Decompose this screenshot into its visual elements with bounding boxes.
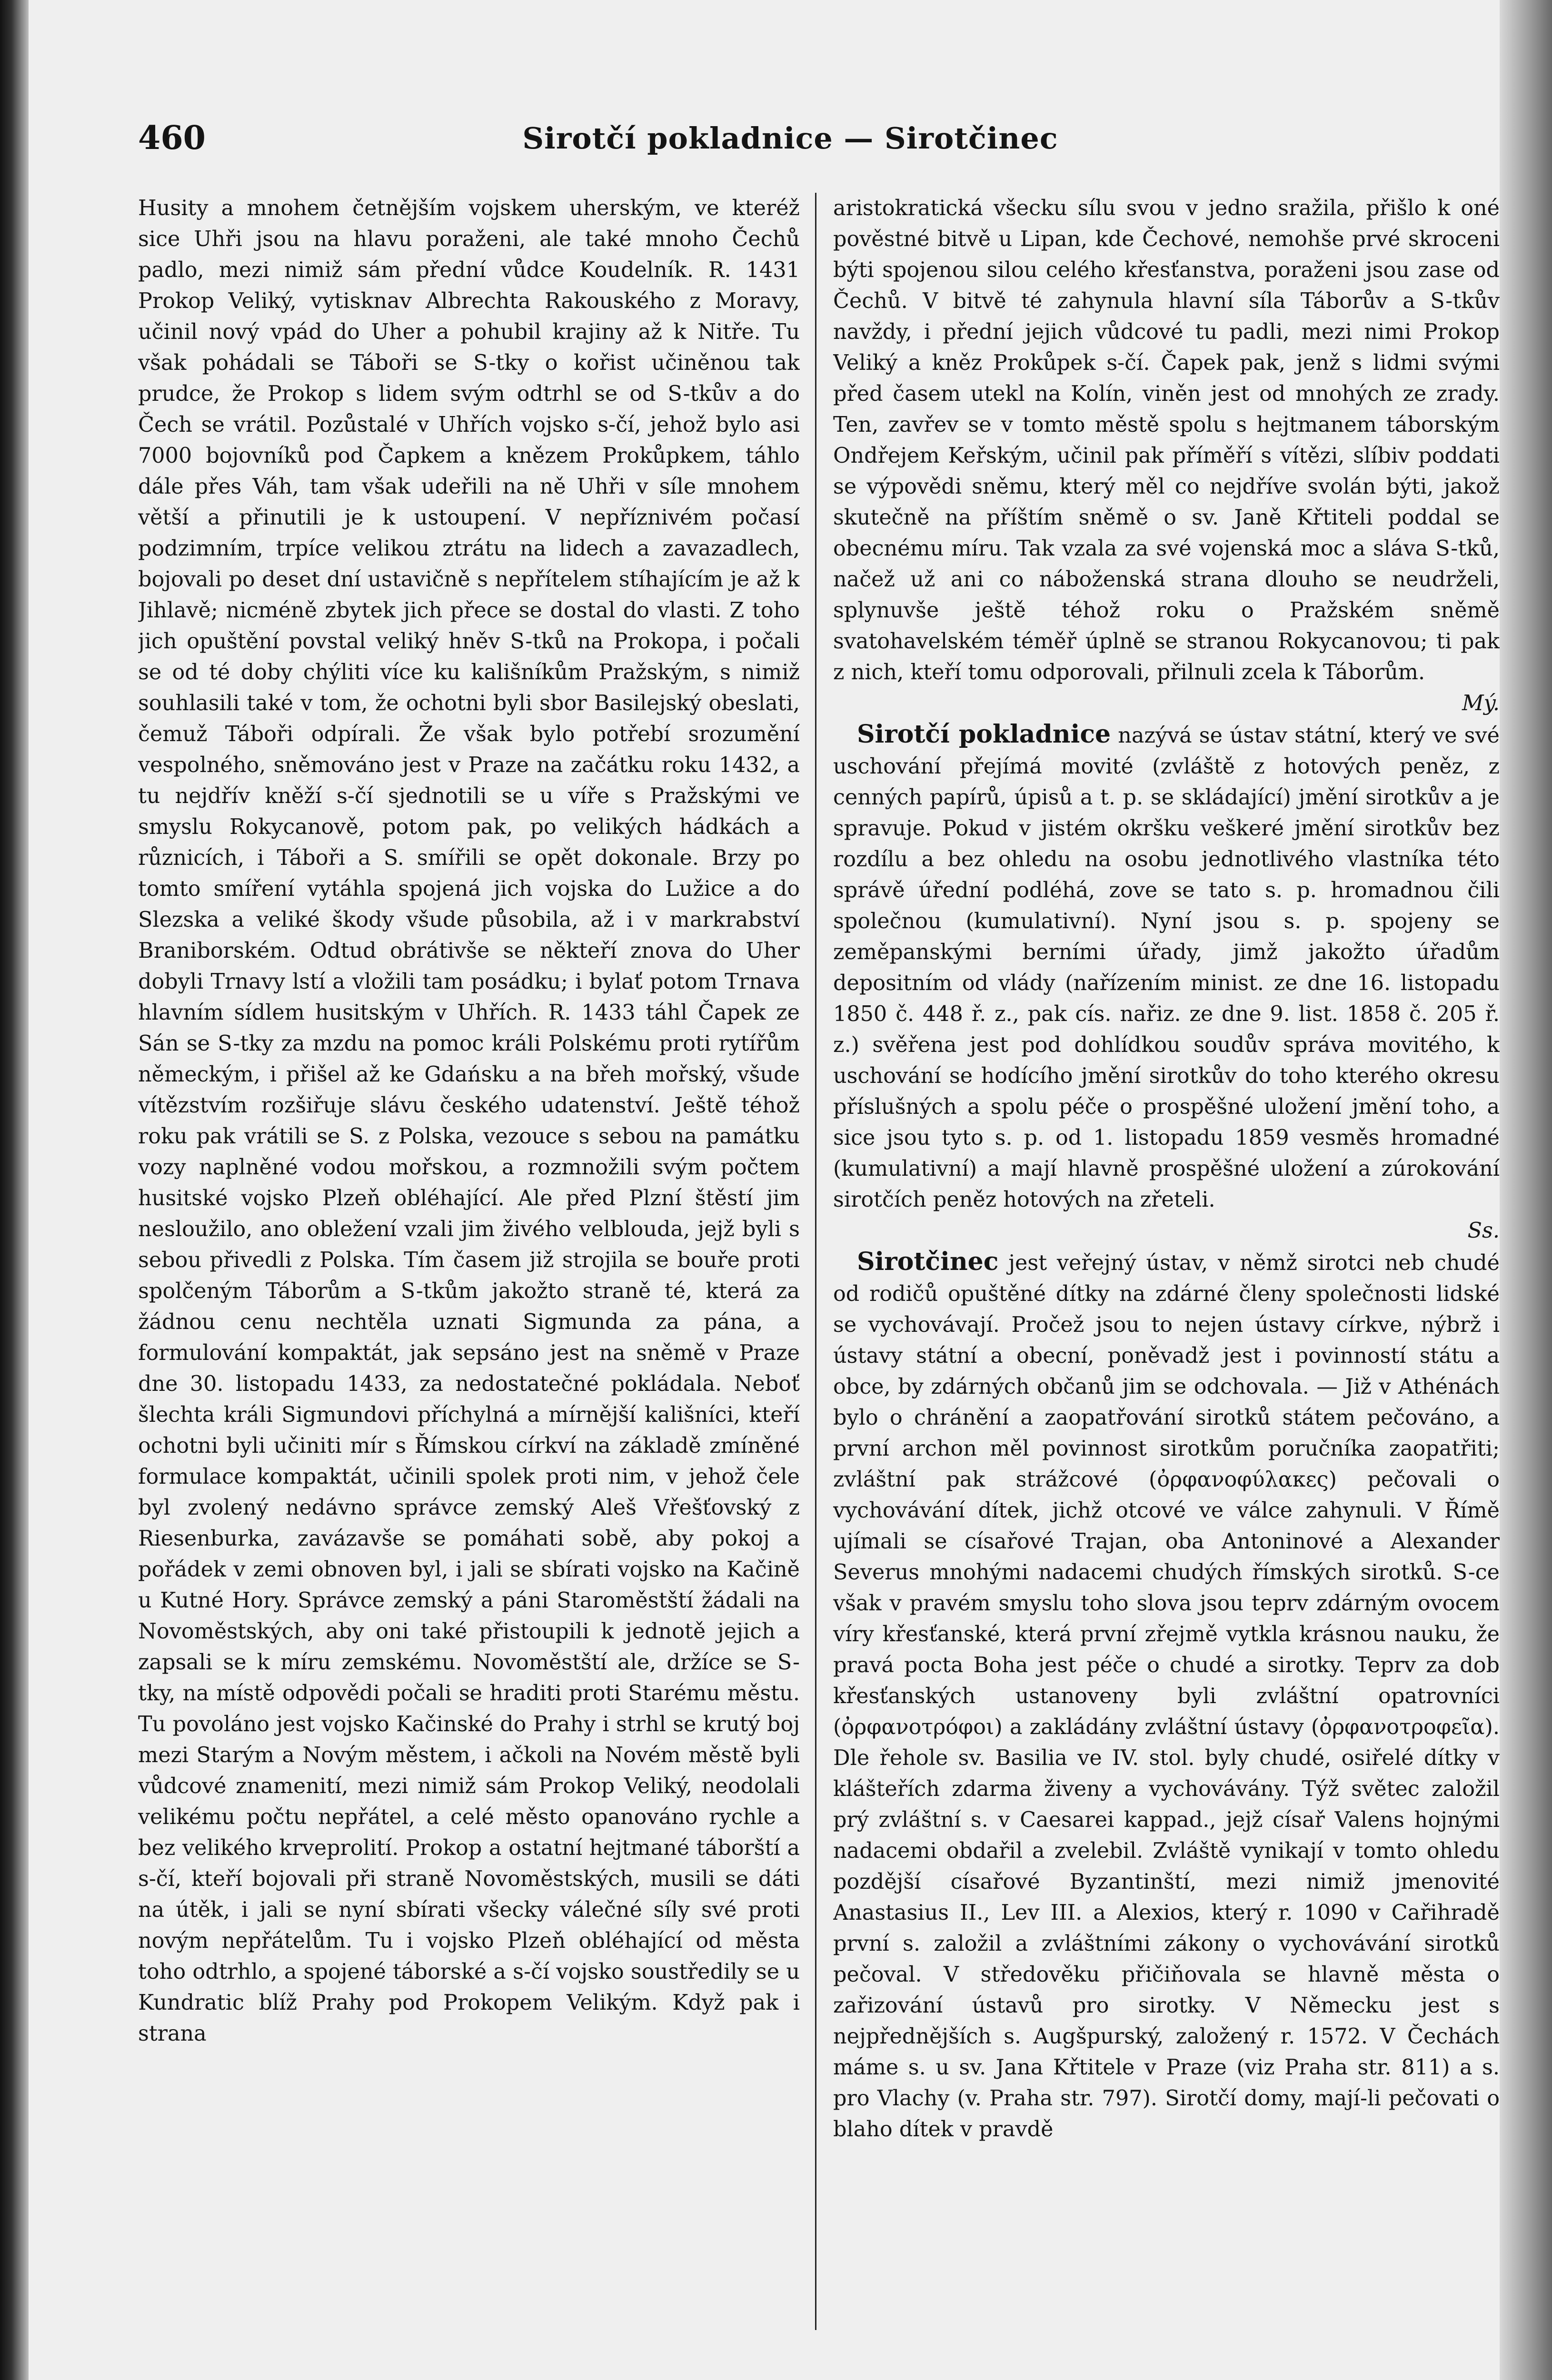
page-number: 460 xyxy=(138,119,206,157)
left-column-text: Husity a mnohem četnějším vojskem uherským, ve kteréž sice Uhři jsou na hlavu poraženi, ale také mnoho Čechů padlo, mezi nimiž sám přední vůdce Koudelník. R. 1431 Prokop Veliký, vytisknav Albrechta Rakouského z Moravy, učinil nový vpád do Uher a pohubil krajiny až k Nitře. Tu však pohádali se Táboři se S-tky o kořist učiněnou tak prudce, že Prokop s lidem svým odtrhl se od S-tkův a do Čech se vrátil. Pozůstalé v Uhřích vojsko s-čí, jehož bylo asi 7000 bojovníků pod Čapkem a knězem Prokůpkem, táhlo dále přes Váh, tam však udeřili na ně Uhři v síle mnohem větší a přinutili je k ustoupení. V nepříznivém počasí podzimním, trpíce velikou ztrátu na lidech a zavazadlech, bojovali po deset dní ustavičně s nepřítelem stíhajícím je až k Jihlavě; nicméně zbytek jich přece se dostal do vlasti. Z toho jich opuštění povstal veliký hněv S-tků na Prokopa, i počali se od té doby chýliti více ku kališníkům Pražským, s nimiž souhlasili také v tom, že ochotni byli sbor Basilejský obeslati, čemuž Táboři odpírali. Že však bylo potřebí srozumění vespolného, sněmováno jest v Praze na začátku roku 1432, a tu nejdřív kněží s-čí sjednotili se u víře s Pražskými ve smyslu Rokycanově, potom pak, po velikých hádkách a různicích, i Táboři a S. smířili se opět dokonale. Brzy po tomto smíření vytáhla spojená jich vojska do Lužice a do Slezska a veliké škody všude působila, až i v markrabství Braniborském. Odtud obrátivše se někteří znova do Uher dobyli Trnavy lstí a vložili tam posádku; i bylať potom Trnava hlavním sídlem husitským v Uhřích. R. 1433 táhl Čapek ze Sán se S-tky za mzdu na pomoc králi Polskému proti rytířům německým, i přišel až ke Gdańsku a na břeh mořský, všude vítězstvím rozšiřuje slávu českého udatenství. Ještě téhož roku pak vrátili se S. z Polska, vezouce s sebou na památku vozy naplněné vodou mořskou, a rozmnožili svým počtem husitské vojsko Plzeň obléhající. Ale před Plzní štěstí jim nesloužilo, ano obležení vzali jim živého velblouda, jejž byli s sebou přivedli z Polska. Tím časem již strojila se bouře proti spolčeným Táborům a S-tkům jakožto straně té, která za žádnou cenu nechtěla uznati Sigmunda za pána, a formulování kompaktát, jak sepsáno jest na sněmě v Praze dne 30. listopadu 1433, za nedostatečné pokládala. Neboť šlechta králi Sigmundovi příchylná a mírnější kališníci, kteří ochotni byli učiniti mír s Římskou církví na základě zmíněné formulace kompaktát, učinili spolek proti nim, v jehož čele byl zvolený nedávno správce zemský Aleš Vřešťovský z Riesenburka, zavázavše se pomáhati sobě, aby pokoj a pořádek v zemi obnoven byl, i jali se sbírati vojsko na Kačině u Kutné Hory. Správce zemský a páni Staroměstští žádali na Novoměstských, aby oni také přistoupili k jednotě jejich a zapsali se k míru zemskému. Novoměstští ale, držíce se S-tky, na místě odpovědi počali se hraditi proti Starému městu. Tu povoláno jest vojsko Kačinské do Prahy i strhl se krutý boj mezi Starým a Novým městem, i ačkoli na Novém městě byli vůdcové znamenití, mezi nimiž sám Prokop Veliký, neodolali velikému počtu nepřátel, a celé město opanováno rychle a bez velikého krveprolití. Prokop a ostatní hejtmané táborští a s-čí, kteří bojovali při straně Novoměstských, musili se dáti na útěk, i jali se nyní sbírati všecky válečné síly své proti novým nepřátelům. Tu i vojsko Plzeň obléhající od města toho odtrhlo, a spojené táborské a s-čí vojsko soustředily se u Kundratic blíž Prahy pod Prokopem Velikým. Když pak i strana xyxy=(138,196,800,2046)
right-column xyxy=(833,193,1500,2344)
column-divider xyxy=(815,193,816,2330)
entry-body: jest veřejný ústav, v němž sirotci neb chudé od rodičů opuštěné dítky na zdárné členy společnosti lidské se vychovávají. Pročež jsou to nejen ústavy církve, nýbrž i ústavy státní a obecní, poněvadž jest i povinností státu a obce, by zdárných občanů jim se odchovala. — Již v Athénách bylo o chránění a zaopatřování sirotků státem pečováno, a první archon měl povinnost sirotkům poručníka zaopatřiti; zvláštní pak strážcové (ὀρφανοφύλακες) pečovali o vychovávání dítek, jichž otcové ve válce zahynuli. V Římě ujímali se císařové Trajan, oba Antoninové a Alexander Severus mnohými nadacemi chudých římských sirotků. S-ce však v pravém smyslu toho slova jsou teprv zdárným ovocem víry křesťanské, která první zřejmě vytkla krásnou nauku, že pravá pocta Boha jest péče o chudé a sirotky. Teprv za dob křesťanských ustanoveny byli zvláštní opatrovníci (ὀρφανοτρόφοι) a zakládány zvláštní ústavy (ὀρφανοτροφεῖα). Dle řehole sv. Basilia ve IV. stol. byly chudé, osiřelé dítky v klášteřích zdarma živeny a vychovávány. Týž světec založil prý zvláštní s. v Caesarei kappad., jejž císař Valens hojnými nadacemi obdařil a zvelebil. Zvláště vynikají v tomto ohledu pozdější císařové Byzantinští, mezi nimiž jmenovité Anastasius II., Lev III. a Alexios, který r. 1090 v Cařihradě první s. založil a zvláštními zákony o vychovávání sirotků pečoval. V středověku přičiňovala se hlavně města o zařizování ústavů pro sirotky. V Německu jest s nejpřednějších s. Augšpurský, založený r. 1572. V Čechách máme s. u sv. Jana Křtitele v Praze (viz Praha str. 811) a s. pro Vlachy (v. Praha str. 797). Sirotčí domy, mají-li pečovati o blaho dítek v pravdě xyxy=(833,1251,1500,2142)
entry-body: nazývá se ústav státní, který ve své uschování přejímá movité (zvláště z hotových peněz, z cenných papírů, úpisů a t. p. se skládající) jmění sirotkův a je spravuje. Pokud v jistém okršku veškeré jmění sirotkův bez rozdílu a bez ohledu na osobu jednotlivého vlastníka této správě úřední podléhá, zove se tato s. p. hromadnou čili společnou (kumulativní). Nyní jsou s. p. spojeny se zeměpanskými berními úřady, jimž jakožto úřadům depositním od vlády (nařízením minist. ze dne 16. listopadu 1850 č. 448 ř. z., pak cís. nařiz. ze dne 9. list. 1858 č. 205 ř. z.) svěřena jest pod dohlídkou soudův správa movitého, k uschování se hodícího jmění sirotkův do toho kterého okresu příslušných a spolu péče o prospěšné uložení jmění toho, a sice jsou tyto s. p. od 1. listopadu 1859 vesměs hromadné (kumulativní) a mají hlavně prospěšné uložení a zúrokování sirotčích peněz hotových na zřeteli. xyxy=(833,724,1500,1212)
left-column xyxy=(138,193,800,2344)
running-title: Sirotčí pokladnice — Sirotčinec xyxy=(522,121,1058,156)
page-header xyxy=(138,109,1443,162)
headword: Sirotčí pokladnice xyxy=(857,720,1111,749)
author-signature: Mý. xyxy=(1462,691,1500,715)
headword: Sirotčinec xyxy=(857,1247,999,1276)
entry-sirotcinec xyxy=(833,1246,1500,2145)
page-edge-shadow xyxy=(1500,0,1552,2380)
author-signature: Ss. xyxy=(1467,1219,1500,1243)
continuation-text: aristokratická všecku sílu svou v jedno sražila, přišlo k oné pověstné bitvě u Lipan, kde Čechové, nemohše prvé skroceni býti spojenou silou celého křesťanstva, poraženi jsou zase od Čechů. V bitvě té zahynula hlavní síla Táborův a S-tkův navždy, i přední jejich vůdcové tu padli, mezi nimi Prokop Veliký a kněz Prokůpek s-čí. Čapek pak, jenž s lidmi svými před časem utekl na Kolín, viněn jest od mnohých ze zrady. Ten, zavřev se v tomto městě spolu s hejtmanem táborským Ondřejem Keřským, učinil pak příměří s vítězi, slíbiv poddati se výpovědi sněmu, který měl co nejdříve svolán býti, jakož skutečně na příštím sněmě o sv. Janě Křtiteli poddal se obecnému míru. Tak vzala za své vojenská moc a sláva S-tků, načež už ani co náboženská strana dlouho se neudrželi, splynuvše ještě téhož roku o Pražském sněmě svatohavelském téměř úplně se stranou Rokycanovou; ti pak z nich, kteří tomu odporovali, přilnuli zcela k Táborům. xyxy=(833,196,1500,684)
entry-sirotci-pokladnice xyxy=(833,719,1500,1215)
binding-shadow xyxy=(0,0,29,2380)
